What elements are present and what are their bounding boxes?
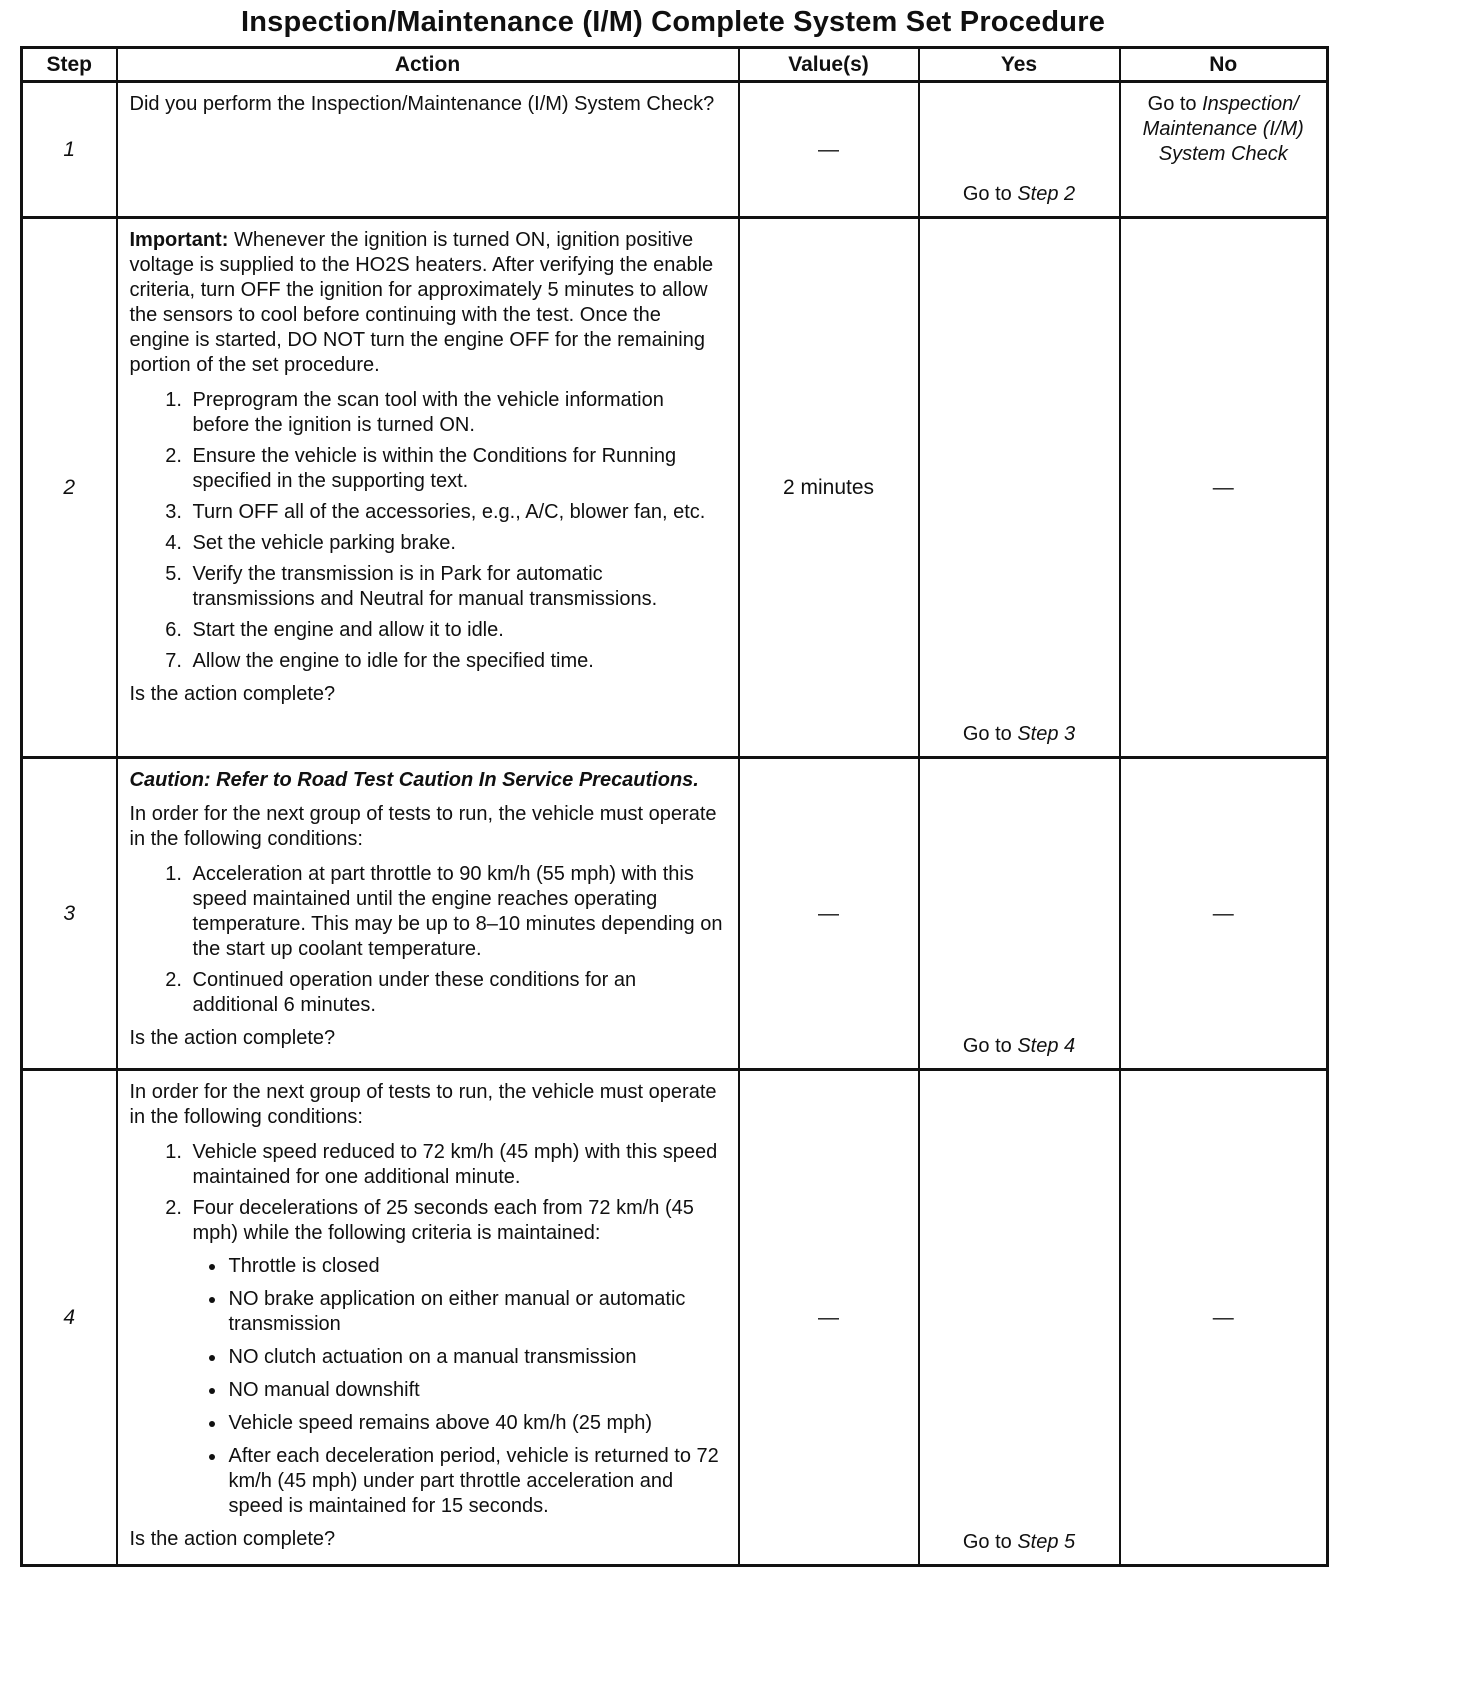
list-item: 1. Acceleration at part throttle to 90 km/h (55 mph) with this speed maintained until the engine reaches operating temperature. This may be up to 8–10 minutes depending on the start up coolant temperature. bbox=[188, 862, 724, 962]
list-item: 3. Turn OFF all of the accessories, e.g., A/C, blower fan, etc. bbox=[188, 500, 724, 525]
list-item: 2. Ensure the vehicle is within the Conditions for Running specified in the supporting text. bbox=[188, 444, 724, 494]
action-step-list bbox=[130, 388, 724, 674]
procedure-table bbox=[20, 46, 1329, 1567]
goto-prefix: Go to bbox=[962, 1035, 1012, 1057]
list-item bbox=[188, 1196, 724, 1519]
no-cell: — bbox=[1120, 1070, 1328, 1566]
goto-step-link bbox=[963, 183, 1075, 205]
step-number: 4 bbox=[22, 1070, 117, 1566]
list-item: 1. Vehicle speed reduced to 72 km/h (45 mph) with this speed maintained for one additional minute. bbox=[188, 1140, 724, 1190]
value-cell: — bbox=[739, 758, 919, 1070]
column-header-yes: Yes bbox=[919, 48, 1120, 82]
goto-prefix: Go to bbox=[1147, 93, 1197, 115]
goto-target: Step 2 bbox=[1017, 183, 1076, 205]
action-step-list bbox=[130, 862, 724, 1018]
bullet-item: • Vehicle speed remains above 40 km/h (25 mph) bbox=[227, 1411, 724, 1436]
list-item: 4. Set the vehicle parking brake. bbox=[188, 531, 724, 556]
bullet-item: • NO manual downshift bbox=[227, 1378, 724, 1403]
document-page bbox=[20, 6, 1326, 1567]
list-item: 6. Start the engine and allow it to idle. bbox=[188, 618, 724, 643]
goto-target: Step 5 bbox=[1017, 1531, 1076, 1553]
complete-question: Is the action complete? bbox=[129, 1528, 336, 1550]
yes-cell bbox=[919, 82, 1120, 218]
action-cell bbox=[117, 218, 739, 758]
goto-prefix: Go to bbox=[962, 183, 1012, 205]
no-cell bbox=[1120, 82, 1328, 218]
step-number: 2 bbox=[22, 218, 117, 758]
goto-reference-link bbox=[1137, 92, 1309, 167]
table-row-step-2 bbox=[22, 218, 1328, 758]
goto-step-link bbox=[963, 723, 1075, 745]
yes-cell bbox=[919, 758, 1120, 1070]
value-cell: — bbox=[739, 1070, 919, 1566]
page-title: Inspection/Maintenance (I/M) Complete System Set Procedure bbox=[240, 6, 1106, 38]
goto-target: Step 3 bbox=[1017, 723, 1076, 745]
goto-prefix: Go to bbox=[962, 723, 1012, 745]
goto-step-link bbox=[963, 1531, 1075, 1553]
action-cell bbox=[117, 758, 739, 1070]
table-row-step-4 bbox=[22, 1070, 1328, 1566]
no-cell: — bbox=[1120, 218, 1328, 758]
bullet-item: • After each deceleration period, vehicle is returned to 72 km/h (45 mph) under part throttle acceleration and speed is maintained for 15 seconds. bbox=[227, 1444, 724, 1519]
criteria-bullet-list bbox=[193, 1254, 724, 1519]
caution-note: Caution: Refer to Road Test Caution In Service Precautions. bbox=[129, 769, 699, 791]
value-cell: — bbox=[739, 82, 919, 218]
important-text: Whenever the ignition is turned ON, ignition positive voltage is supplied to the HO2S heaters. After verifying the enable criteria, turn OFF the ignition for approximately 5 minutes to allow the sensors to cool before continuing with the test. Once the engine is started, DO NOT turn the engine OFF for the remaining portion of the set procedure. bbox=[129, 229, 714, 376]
value-cell: 2 minutes bbox=[739, 218, 919, 758]
bullet-item: • NO clutch actuation on a manual transmission bbox=[227, 1345, 724, 1370]
table-row-step-1 bbox=[22, 82, 1328, 218]
column-header-action: Action bbox=[117, 48, 739, 82]
header-row bbox=[22, 48, 1328, 82]
bullet-item: • NO brake application on either manual or automatic transmission bbox=[227, 1287, 724, 1337]
action-cell bbox=[117, 82, 739, 218]
column-header-step: Step bbox=[22, 48, 117, 82]
goto-step-link bbox=[963, 1035, 1075, 1057]
list-item: 2. Continued operation under these conditions for an additional 6 minutes. bbox=[188, 968, 724, 1018]
list-item: 7. Allow the engine to idle for the specified time. bbox=[188, 649, 724, 674]
no-cell: — bbox=[1120, 758, 1328, 1070]
bullet-item: • Throttle is closed bbox=[227, 1254, 724, 1279]
yes-cell bbox=[919, 1070, 1120, 1566]
table-row-step-3 bbox=[22, 758, 1328, 1070]
goto-prefix: Go to bbox=[962, 1531, 1012, 1553]
step-number: 1 bbox=[22, 82, 117, 218]
important-note bbox=[130, 228, 724, 378]
list-item: 1. Preprogram the scan tool with the vehicle information before the ignition is turned ON. bbox=[188, 388, 724, 438]
action-step-list bbox=[130, 1140, 724, 1519]
action-intro: In order for the next group of tests to run, the vehicle must operate in the following conditions: bbox=[129, 1081, 717, 1128]
list-item: 5. Verify the transmission is in Park for automatic transmissions and Neutral for manual transmissions. bbox=[188, 562, 724, 612]
action-question: Did you perform the Inspection/Maintenance (I/M) System Check? bbox=[129, 93, 715, 115]
complete-question: Is the action complete? bbox=[129, 683, 336, 705]
action-intro: In order for the next group of tests to run, the vehicle must operate in the following conditions: bbox=[129, 803, 717, 850]
column-header-values: Value(s) bbox=[739, 48, 919, 82]
important-label: Important: bbox=[129, 229, 229, 251]
complete-question: Is the action complete? bbox=[129, 1027, 336, 1049]
yes-cell bbox=[919, 218, 1120, 758]
goto-target: Step 4 bbox=[1017, 1035, 1076, 1057]
goto-target: Inspection/ Maintenance (I/M) System Check bbox=[1142, 93, 1304, 165]
step-number: 3 bbox=[22, 758, 117, 1070]
action-cell bbox=[117, 1070, 739, 1566]
list-item-text: Four decelerations of 25 seconds each from 72 km/h (45 mph) while the following criteria is maintained: bbox=[192, 1197, 694, 1244]
column-header-no: No bbox=[1120, 48, 1328, 82]
